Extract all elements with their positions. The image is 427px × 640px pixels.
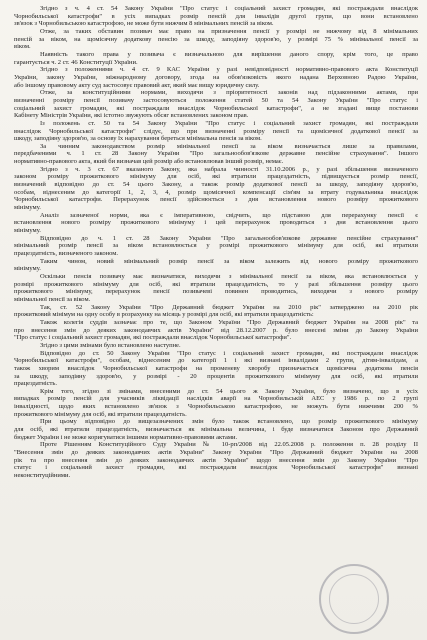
text-line: статус і соціальний захист громадян, які постраждали внаслідок Чорнобильської катастрофи" визнані [14, 464, 418, 472]
text-line: Аналіз зазначеної норми, яка є імперативною, свідчить, що підставою для перерахунку пенсії є [40, 211, 418, 219]
text-line: Крім того, згідно зі змінами, внесеними до ст. 54 цього ж Закону України, було визначено, що в усіх [40, 387, 418, 395]
text-line: бюджет України і не може коригуватися іншими нормативно-правовими актами. [14, 433, 238, 441]
text-line: передбаченими ч. 1 ст. 28 Закону України "Про загальнообов'язкове державне пенсійне страхування". Іншого [14, 150, 418, 158]
text-line: прожиткового мінімуму для осіб, які втратили працездатність. [14, 410, 187, 418]
text-line: визначенні розміру пенсії позивачу застосовуються положення статей 50 та 54 Закону України "Про статус і [14, 96, 418, 104]
text-line: Наявність такого права у позивача є визначальною для вирішення даного спору, крім того, це право [40, 50, 418, 58]
text-line: пенсій за віком, на щомісячну додаткову пенсію за шкоду, заподіяну здоров'ю, у розмірі 75 % мінімальної пенсії за [14, 35, 418, 43]
text-line: зв'язок з Чорнобильською катастрофою, не може бути нижчим 8 мінімальних пенсій за віком. [14, 20, 274, 28]
text-line: про внесення змін до деяких законодавчих актів України" від 28.12.2007 р. було внесені зміни до Закону України [14, 326, 418, 334]
text-line: "Внесення змін до деяких законодавчих актів України" Закону України "Про Державний бюджет України на 2008 [14, 449, 418, 457]
text-line: для осіб, які втратили працездатність, визначається як мінімальна величина, і буде визначатися Законом про Державний [14, 426, 418, 434]
text-line: за шкоду, заподіяну здоров'ю, у розмірі - 20 процентів прожиткового мінімуму для осіб, які втратили [14, 372, 418, 380]
text-line: Чорнобильської катастрофи. Перерахунок пенсії здійснюється з дня встановлення нового розміру прожиткового [14, 196, 418, 204]
text-line: Згідно з положеннями ч. 4 ст. 9 КАС України у разі невідповідності нормативно-правового акта Конституції [40, 66, 418, 74]
text-line: За чинним законодавством розмір мінімальної пенсії за віком визначається лише за правилами, [40, 142, 418, 150]
text-line: соціальний захист громадян, які постраждали внаслідок Чорнобильської катастрофи", а не згадані вище постанови [14, 104, 418, 112]
text-line: При цьому відповідно до вищезазначених змін було також встановлено, що розмір прожиткового мінімуму [40, 418, 418, 426]
text-line: випадках розмір пенсій для учасників ліквідації наслідків аварії на Чорнобильській АЕС у 1986 р. по 2 групі [14, 395, 418, 403]
text-line: мінімальної пенсії за віком. [14, 295, 91, 303]
text-line: Також колегія суддів зазначає про те, що Законом України "Про Державний бюджет України на 2008 рік" та [40, 318, 418, 326]
document-body [14, 5, 418, 480]
text-line: Чорнобильської катастрофи", особам, віднесеним до категорії 1 і які визнані інвалідами 2 групи, дітям-інвалідам, а [14, 357, 418, 365]
text-line: Згідно з ч. 4 ст. 54 Закону України "Про статус і соціальний захист громадян, які постраждали внаслідок [40, 5, 418, 12]
text-line: прожиткового мінімуму, перерахунок пенсії позивачеві повинен проводитись, виходячи з нового розміру [14, 288, 418, 296]
text-line: встановлення нового розміру прожиткового мінімуму і цей перерахунок проводиться з дня встановлення цього [14, 219, 418, 227]
text-line: Згідно з цими змінами було встановлено наступне. [40, 341, 181, 349]
text-line: мінімальний розмір пенсії за віком встановлюється у розмірі прожиткового мінімуму для осіб, які втратили [14, 242, 418, 250]
text-line: Так, ст. 52 Закону України "Про Державний бюджет України на 2010 рік" затверджено на 2010 рік [40, 303, 418, 311]
text-line: віком. [14, 43, 31, 51]
text-line: України, закону України, міжнародному договору, згода на обов'язковість якого надана Верховною Радою України, [14, 73, 418, 81]
text-line: Проте Рішенням Конституційного Суду України № 10-рп/2008 від 22.05.2008 р. положення п. 28 розділу ІІ [40, 441, 418, 449]
text-line: Із положень ст. 50 та 54 Закону України "Про статус і соціальний захист громадян, які постраждали [40, 119, 418, 127]
text-line: або іншому правовому акту суд застосовує правовий акт, який має вищу юридичну силу. [14, 81, 260, 89]
text-line: мінімуму. [14, 265, 41, 273]
text-line: Оскільки пенсія позивачу має визначатися, виходячи з мінімальної пенсії за віком, яка встановлюється у [40, 272, 418, 280]
text-line: розмірі прожиткового мінімуму для осіб, які втратили працездатність, то у разі збільшення розміру цього [14, 280, 418, 288]
text-line: Відповідно до ч. 1 ст. 28 Закону України "Про загальнообов'язкове державне пенсійне страхування" [40, 234, 418, 242]
text-line: внаслідок Чорнобильської катастрофи" слідує, що при визначенні розміру пенсії та щомісячної додаткової пенсії за [14, 127, 418, 135]
text-line: "Про статус і соціальний захист громадян, які постраждали внаслідок Чорнобильської катастрофи". [14, 334, 292, 342]
text-line: працездатність. [14, 380, 57, 388]
text-line: також хворим внаслідок Чорнобильської катастрофи на променеву хворобу призначається щомісячна додаткова пенсія [14, 364, 418, 372]
official-stamp [319, 564, 389, 634]
text-line: інвалідності, щодо яких встановлено зв'язок з Чорнобильською катастрофою, не можуть бути нижчими 200 % [14, 403, 418, 411]
text-line: прожитковий мінімум на одну особу в розрахунку на місяць у розмірі для осіб, які втратили працездатність: [14, 311, 314, 319]
text-line: особам, віднесеним до категорії 1, 2, 3, 4, розмір щомісячної компенсації сім'ям за втрату годувальника внаслідок [14, 188, 418, 196]
text-line: Чорнобильської катастрофи" в усіх випадках розмір пенсій для інвалідів другої групи, що вони встановлено [14, 12, 418, 20]
text-line: рік та про внесення змін до деяких законодавчих актів України" щодо внесення змін до Закону України "Про [14, 456, 418, 464]
text-line: мінімуму. [14, 227, 41, 235]
text-line: Таким чином, новий мінімальний розмір пенсії за віком залежить від нового розміру прожиткового [40, 257, 418, 265]
text-line: Отже, за таких обставин позивач має право на призначення пенсії у розмірі не нижчому від 8 мінімальних [40, 27, 418, 35]
text-line: визначений відповідно до ст. 54 цього Закону, а також розмір додаткової пенсії за шкоду, заподіяну здоров'ю, [14, 181, 418, 189]
text-line: законом розміру прожиткового мінімуму для осіб, які втратили працездатність, підвищується розмір пенсії, [14, 173, 418, 181]
text-line: неконституційними. [14, 472, 71, 480]
text-line: нормативно-правового акта, який би визначав цей розмір або встановлював інший розмір, немає. [14, 158, 284, 166]
text-line: Кабінету Міністрів України, які істотно звужують обсяг встановлених законом прав. [14, 112, 249, 120]
text-line: мінімуму. [14, 204, 41, 212]
text-line: Отже, за конституційними нормами, виходячи з пріоритетності законів над підзаконними актами, при [40, 89, 418, 97]
text-line: шкоду, заподіяну здоров'ю, за основу їх нарахування береться мінімальна пенсія за віком. [14, 135, 262, 143]
text-line: Відповідно до ст. 50 Закону України "Про статус і соціальний захист громадян, які постраждали внаслідок [40, 349, 418, 357]
text-line: Згідно з ч. 3 ст. 67 вказаного Закону, яка набрала чинності 31.10.2006 р., у разі збільшення визначеного [40, 165, 418, 173]
text-line: гарантується ч. 2 ст. 46 Конституції України. [14, 58, 138, 66]
text-line: працездатність, визначеного законом. [14, 250, 118, 257]
